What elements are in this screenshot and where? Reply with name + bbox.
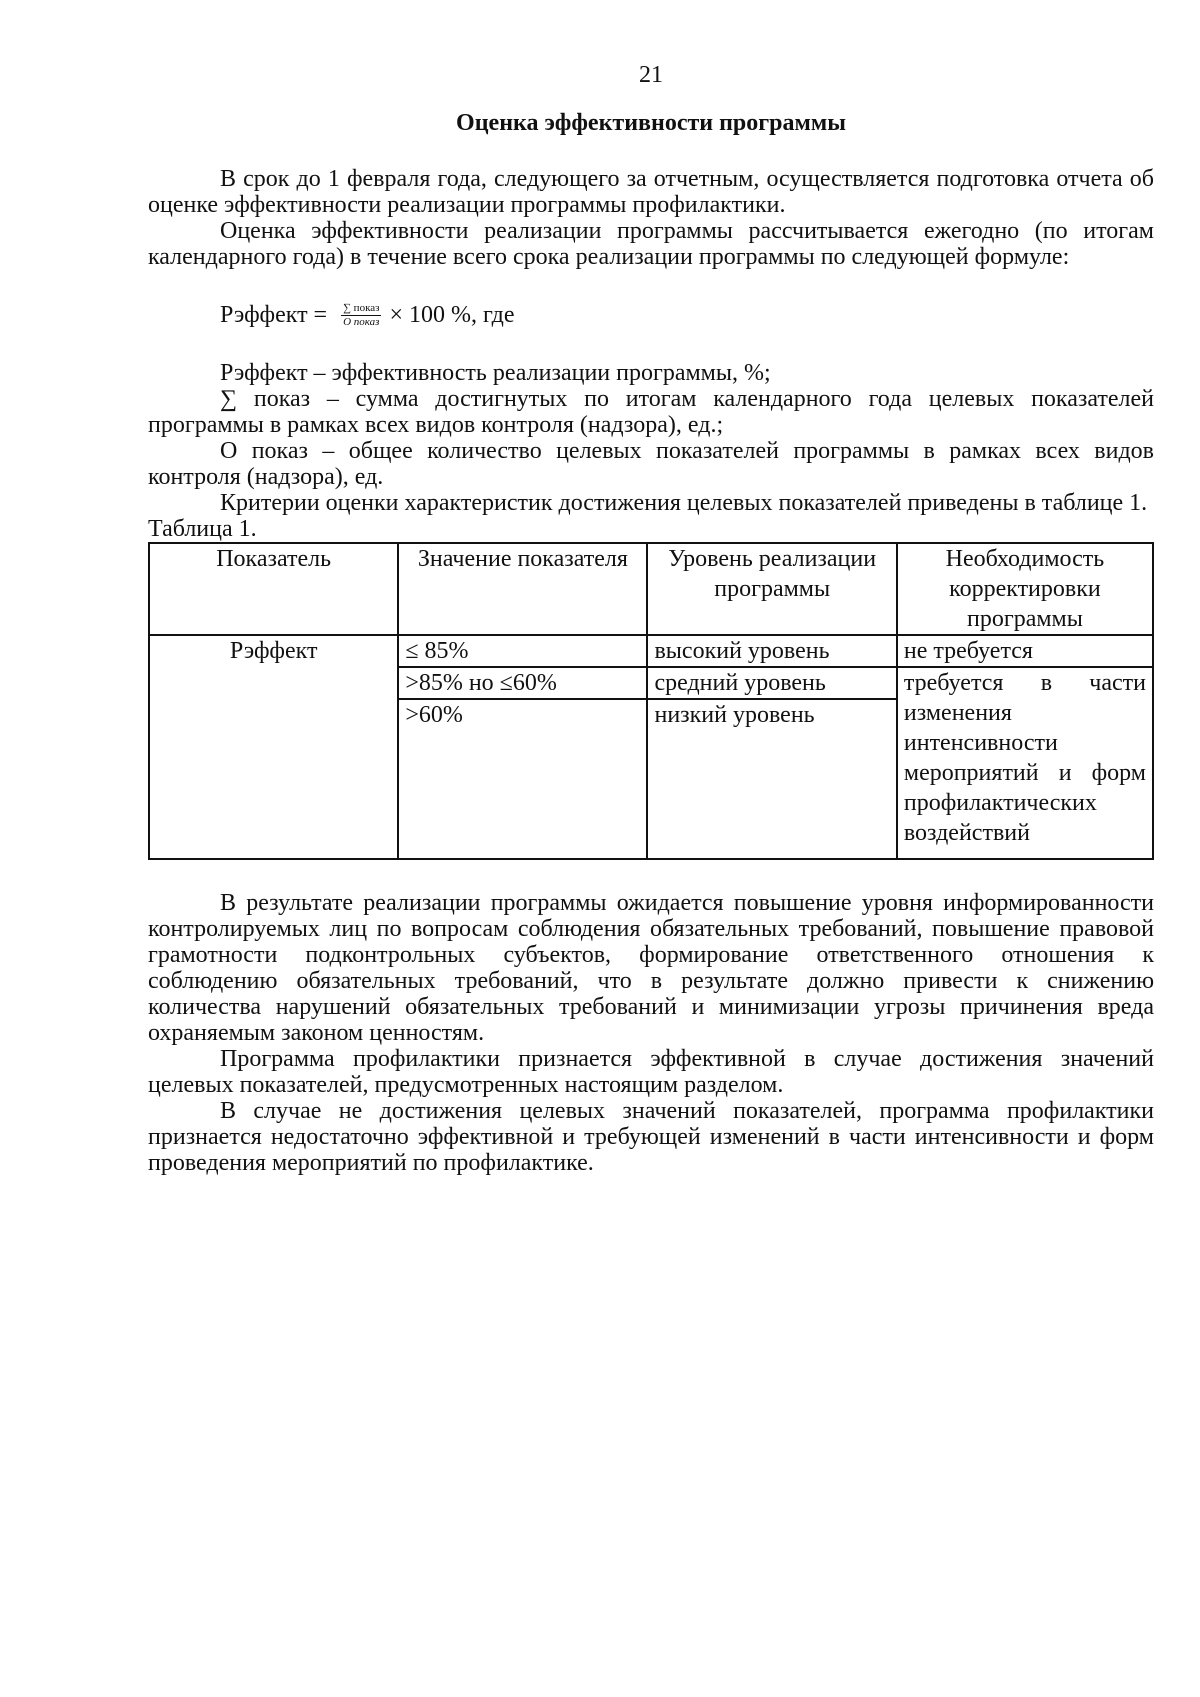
formula-fraction <box>341 302 381 329</box>
correction-cell: требуется в части изменения интенсивности мероприятий и форм профилактических воздействий <box>897 667 1153 859</box>
definition-paragraph-3: О показ – общее количество целевых показателей программы в рамках всех видов контроля (надзора), ед. <box>148 438 1154 490</box>
level-cell: низкий уровень <box>647 699 896 859</box>
page-content <box>148 60 1154 1176</box>
formula-lhs: Рэффект = <box>220 302 328 328</box>
table-row <box>149 635 1153 667</box>
header-level: Уровень реализации программы <box>647 543 896 635</box>
definition-paragraph-4: Критерии оценки характеристик достижения целевых показателей приведены в таблице 1. <box>220 490 1148 516</box>
level-cell: средний уровень <box>647 667 896 699</box>
definition-paragraph-2: ∑ показ – сумма достигнутых по итогам календарного года целевых показателей программы в рамках всех видов контроля (надзора), ед.; <box>148 386 1154 438</box>
header-indicator: Показатель <box>149 543 398 635</box>
definition-paragraph-1: Рэффект – эффективность реализации программы, %; <box>220 360 771 386</box>
efficiency-formula <box>220 300 1154 330</box>
header-value: Значение показателя <box>398 543 647 635</box>
value-cell: >85% но ≤60% <box>398 667 647 699</box>
criteria-table <box>148 542 1154 860</box>
page-number: 21 <box>639 62 663 88</box>
result-paragraph-2: Программа профилактики признается эффективной в случае достижения значений целевых показателей, предусмотренных настоящим разделом. <box>148 1046 1154 1098</box>
formula-rhs: × 100 %, где <box>389 302 515 328</box>
table-header-row <box>149 543 1153 635</box>
results-section <box>148 890 1154 1176</box>
intro-paragraph-1: В срок до 1 февраля года, следующего за отчетным, осуществляется подготовка отчета об оценке эффективности реализации программы профилактики. <box>148 166 1154 218</box>
header-correction: Необходимость корректировки программы <box>897 543 1153 635</box>
correction-cell: не требуется <box>897 635 1153 667</box>
metric-cell: Рэффект <box>149 635 398 859</box>
intro-paragraph-2: Оценка эффективности реализации программы рассчитывается ежегодно (по итогам календарного года) в течение всего срока реализации программы по следующей формуле: <box>148 218 1154 270</box>
section-title: Оценка эффективности программы <box>456 110 846 136</box>
value-cell: ≤ 85% <box>398 635 647 667</box>
formula-denominator: О показ <box>343 315 380 328</box>
formula-numerator: ∑ показ <box>343 301 380 314</box>
value-cell: >60% <box>398 699 647 859</box>
result-paragraph-3: В случае не достижения целевых значений показателей, программа профилактики признается недостаточно эффективной и требующей изменений в части интенсивности и форм проведения мероприятий по профилактике. <box>148 1098 1154 1176</box>
result-paragraph-1: В результате реализации программы ожидается повышение уровня информированности контролируемых лиц по вопросам соблюдения обязательных требований, повышение правовой грамотности подконтрольных субъектов, формирование ответственного отношения к соблюдению обязательных требований, что в результате должно привести к снижению количества нарушений обязательных требований и минимизации угрозы причинения вреда охраняемым законом ценностям. <box>148 890 1154 1046</box>
table-caption: Таблица 1. <box>148 516 257 542</box>
level-cell: высокий уровень <box>647 635 896 667</box>
